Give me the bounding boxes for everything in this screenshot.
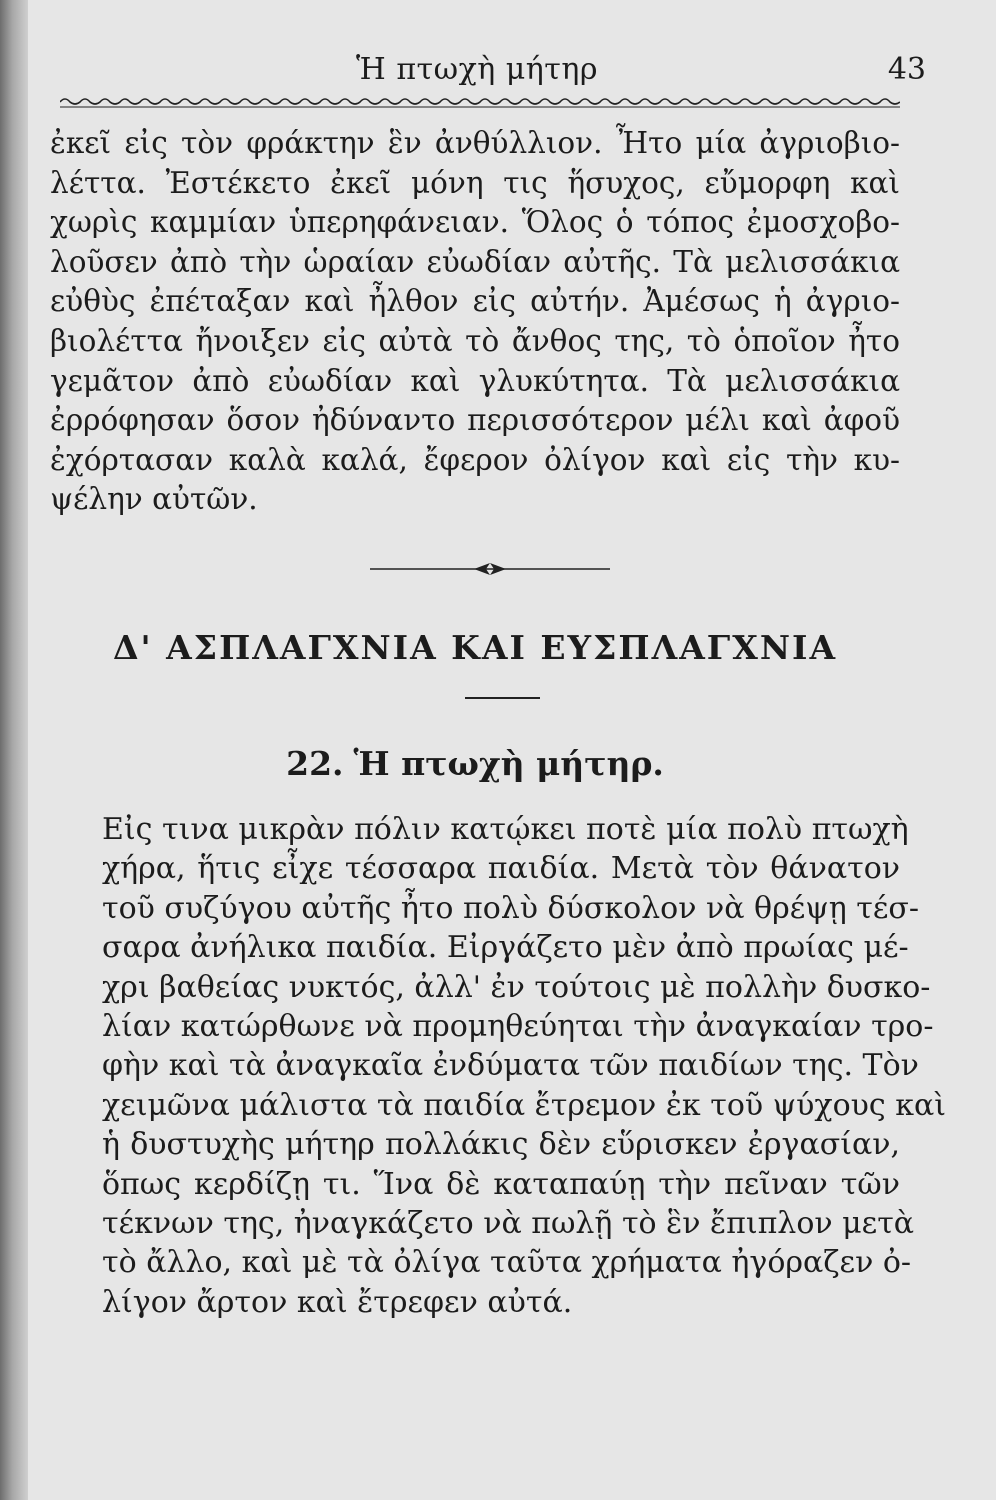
text-line: χήρα, ἥτις εἶχε τέσσαρα παιδία. Μετὰ τὸν θάνατον <box>102 851 900 887</box>
text-line: λέττα. Ἐστέκετο ἐκεῖ μόνη τις ἥσυχος, εὔμορφη καὶ <box>50 165 900 200</box>
text-line: τὸ ἄλλο, καὶ μὲ τὰ ὀλίγα ταῦτα χρήματα ἠγόραζεν ὀ- <box>102 1245 912 1281</box>
running-title: Ἡ πτωχὴ μήτηρ <box>356 52 598 87</box>
text-line: χωρὶς καμμίαν ὑπερηφάνειαν. Ὅλος ὁ τόπος ἐμοσχοβο- <box>50 205 900 240</box>
text-line: βιολέττα ἤνοιξεν εἰς αὐτὰ τὸ ἄνθος της, τὸ ὁποῖον ἦτο <box>50 323 900 358</box>
text-line: χρι βαθείας νυκτός, ἀλλ' ἐν τούτοις μὲ πολλὴν δυσκο- <box>102 969 931 1005</box>
text-line: λίγον ἄρτον καὶ ἔτρεφεν αὐτά. <box>102 1284 573 1320</box>
page-number: 43 <box>887 52 926 87</box>
story-title-text: Ἡ πτωχὴ μήτηρ. <box>353 744 664 783</box>
wavy-rule-divider <box>60 94 900 110</box>
story-number: 22. <box>286 744 344 783</box>
text-line: γεμᾶτον ἀπὸ εὐωδίαν καὶ γλυκύτητα. Τὰ μελισσάκια <box>50 363 900 398</box>
text-line: Εἰς τινα μικρὰν πόλιν κατῴκει ποτὲ μία πολὺ πτωχὴ <box>102 812 909 847</box>
text-line: τέκνων της, ἠναγκάζετο νὰ πωλῇ τὸ ἓν ἔπιπλον μετὰ <box>102 1206 915 1242</box>
text-line: ὅπως κερδίζῃ τι. Ἵνα δὲ καταπαύῃ τὴν πεῖναν τῶν <box>102 1166 900 1202</box>
page-header <box>28 50 926 90</box>
page-binding-edge <box>0 0 28 1500</box>
text-line: τοῦ συζύγου αὐτῆς ἦτο πολὺ δύσκολον νὰ θρέψῃ τέσ- <box>102 890 920 926</box>
text-line: χειμῶνα μάλιστα τὰ παιδία ἔτρεμον ἐκ τοῦ ψύχους καὶ <box>102 1087 946 1123</box>
text-line: ψέλην αὐτῶν. <box>50 482 258 517</box>
text-line: σαρα ἀνήλικα παιδία. Εἰργάζετο μὲν ἀπὸ πρωίας μέ- <box>102 930 909 966</box>
ornamental-divider <box>370 560 610 578</box>
short-rule-divider <box>465 697 540 699</box>
story-paragraph <box>50 810 946 1322</box>
text-line: φὴν καὶ τὰ ἀναγκαῖα ἐνδύματα τῶν παιδίων της. Τὸν <box>102 1048 919 1084</box>
text-line: λοῦσεν ἀπὸ τὴν ὡραίαν εὐωδίαν αὐτῆς. Τὰ μελισσάκια <box>50 244 900 279</box>
text-line: λίαν κατώρθωνε νὰ προμηθεύηται τὴν ἀναγκαίαν τρο- <box>102 1009 934 1045</box>
paragraph-continued <box>50 124 900 520</box>
text-line: ἐχόρτασαν καλὰ καλά, ἔφερον ὀλίγον καὶ εἰς τὴν κυ- <box>50 442 900 477</box>
text-line: ἐκεῖ εἰς τὸν φράκτην ἓν ἀνθύλλιον. Ἦτο μία ἀγριοβιο- <box>50 126 900 160</box>
story-title <box>50 744 900 788</box>
text-line: ἡ δυστυχὴς μήτηρ πολλάκις δὲν εὕρισκεν ἐργασίαν, <box>102 1127 900 1163</box>
text-line: ἐρρόφησαν ὅσον ἠδύναντο περισσότερον μέλι καὶ ἀφοῦ <box>50 403 900 438</box>
section-heading: Δ' ΑΣΠΛΑΓΧΝΙΑ ΚΑΙ ΕΥΣΠΛΑΓΧΝΙΑ <box>112 628 838 667</box>
text-line: εὐθὺς ἐπέταξαν καὶ ἦλθον εἰς αὐτήν. Ἀμέσως ἡ ἀγριο- <box>50 284 900 319</box>
